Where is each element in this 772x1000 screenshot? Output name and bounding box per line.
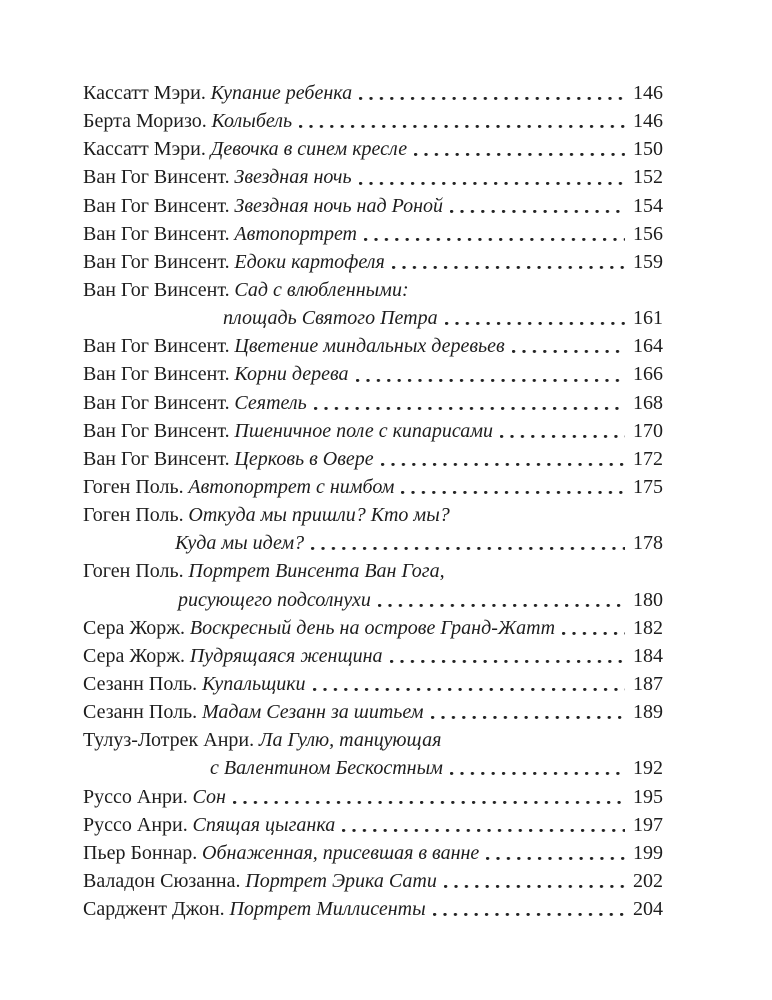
toc-entry-line xyxy=(83,360,663,388)
toc-entry-line xyxy=(83,698,663,726)
toc-entry xyxy=(83,417,663,445)
work-title: Портрет Винсента Ван Гога, xyxy=(188,560,445,583)
artist-name: Сезанн Поль. xyxy=(83,701,198,724)
artist-name: Ван Гог Винсент. xyxy=(83,447,230,470)
toc-entry-line xyxy=(83,670,663,698)
artist-name: Сезанн Поль. xyxy=(83,672,198,695)
artist-name: Гоген Поль. xyxy=(83,475,184,498)
dot-leader xyxy=(450,754,625,782)
dot-leader xyxy=(401,473,625,501)
toc-entry-line xyxy=(83,163,663,191)
work-title: Портрет Миллисенты xyxy=(229,898,426,921)
dot-leader xyxy=(500,417,625,445)
artist-name: Пьер Боннар. xyxy=(83,841,198,864)
work-title: Автопортрет xyxy=(234,222,357,245)
toc-entry xyxy=(83,276,663,332)
work-title-continued: рисующего подсолнухи xyxy=(178,588,371,611)
page-number: 178 xyxy=(633,532,663,555)
toc-entry-line xyxy=(83,276,663,304)
work-title: Откуда мы пришли? Кто мы? xyxy=(188,504,450,527)
artist-name: Кассатт Мэри. xyxy=(83,82,206,104)
toc-entry-line xyxy=(83,811,663,839)
dot-leader xyxy=(314,389,625,417)
toc-entry xyxy=(83,389,663,417)
artist-name: Сарджент Джон. xyxy=(83,898,225,921)
page-number: 182 xyxy=(633,616,663,639)
toc-entry xyxy=(83,248,663,276)
toc-entry xyxy=(83,135,663,163)
work-title: Пшеничное поле с кипарисами xyxy=(234,419,494,442)
work-title: Спящая цыганка xyxy=(192,813,336,836)
work-title: Обнаженная, присевшая в ванне xyxy=(202,841,480,864)
toc-entry xyxy=(83,473,663,501)
work-title: Звездная ночь над Роной xyxy=(234,194,443,217)
page-number: 187 xyxy=(633,672,663,695)
page-number: 159 xyxy=(633,250,663,273)
toc-entry-continuation xyxy=(83,304,663,332)
toc-entry xyxy=(83,107,663,135)
work-title: Пудрящаяся женщина xyxy=(189,644,383,667)
work-title: Купание ребенка xyxy=(210,82,353,104)
page-number: 152 xyxy=(633,166,663,189)
page-number: 195 xyxy=(633,785,663,808)
toc-entry xyxy=(83,501,663,557)
continuation-indent xyxy=(83,323,223,324)
work-title: Колыбель xyxy=(211,110,293,133)
toc-entry xyxy=(83,360,663,388)
toc-entry-line xyxy=(83,192,663,220)
toc-entry xyxy=(83,445,663,473)
toc-entry-line xyxy=(83,107,663,135)
toc-entry-line xyxy=(83,557,663,585)
work-title: Воскресный день на острове Гранд-Жатт xyxy=(189,616,556,639)
dot-leader xyxy=(562,614,625,642)
artist-name: Сера Жорж. xyxy=(83,644,186,667)
dot-leader xyxy=(414,135,625,163)
toc-entry-line xyxy=(83,389,663,417)
page-number: 184 xyxy=(633,644,663,667)
toc-entry xyxy=(83,79,663,107)
toc-entry-line xyxy=(83,867,663,895)
work-title: Сон xyxy=(192,785,226,808)
toc-entry-line xyxy=(83,839,663,867)
toc-entry-line xyxy=(83,135,663,163)
artist-name: Руссо Анри. xyxy=(83,813,188,836)
artist-name: Ван Гог Винсент. xyxy=(83,166,230,189)
dot-leader xyxy=(444,867,625,895)
toc-entry xyxy=(83,811,663,839)
dot-leader xyxy=(233,783,625,811)
toc-entry-line xyxy=(83,220,663,248)
toc-entry-line xyxy=(83,783,663,811)
toc-entry xyxy=(83,726,663,782)
dot-leader xyxy=(450,192,625,220)
toc-entry-continuation xyxy=(83,754,663,782)
work-title: Сеятель xyxy=(234,391,307,414)
work-title: Ла Гулю, танцующая xyxy=(258,729,442,752)
dot-leader xyxy=(378,586,625,614)
dot-leader xyxy=(512,332,625,360)
artist-name: Кассатт Мэри. xyxy=(83,138,206,161)
artist-name: Руссо Анри. xyxy=(83,785,188,808)
toc-entry-line xyxy=(83,895,663,923)
work-title-continued: с Валентином Бескостным xyxy=(210,757,443,780)
page-number: 189 xyxy=(633,701,663,724)
page-number: 197 xyxy=(633,813,663,836)
artist-name: Ван Гог Винсент. xyxy=(83,391,230,414)
dot-leader xyxy=(433,895,625,923)
toc-entry xyxy=(83,163,663,191)
toc-entry-line xyxy=(83,726,663,754)
page-number: 180 xyxy=(633,588,663,611)
continuation-indent xyxy=(83,773,210,774)
artist-name: Гоген Поль. xyxy=(83,504,184,527)
toc-entry-continuation xyxy=(83,529,663,557)
page-number: 156 xyxy=(633,222,663,245)
toc-entry-line xyxy=(83,501,663,529)
work-title: Цветение миндальных деревьев xyxy=(234,335,505,358)
artist-name: Ван Гог Винсент. xyxy=(83,335,230,358)
page-number: 170 xyxy=(633,419,663,442)
toc-entry xyxy=(83,614,663,642)
dot-leader xyxy=(313,670,625,698)
artist-name: Ван Гог Винсент. xyxy=(83,222,230,245)
work-title: Церковь в Овере xyxy=(234,447,374,470)
artist-name: Гоген Поль. xyxy=(83,560,184,583)
work-title: Корни дерева xyxy=(234,363,349,386)
page-number: 166 xyxy=(633,363,663,386)
page-number: 204 xyxy=(633,898,663,921)
dot-leader xyxy=(390,642,626,670)
artist-name: Тулуз-Лотрек Анри. xyxy=(83,729,255,752)
artist-name: Валадон Сюзанна. xyxy=(83,869,241,892)
toc-entry xyxy=(83,557,663,613)
work-title: Мадам Сезанн за шитьем xyxy=(201,701,424,724)
dot-leader xyxy=(431,698,625,726)
toc-entry xyxy=(83,895,663,923)
artist-name: Ван Гог Винсент. xyxy=(83,419,230,442)
page-number: 146 xyxy=(633,82,663,104)
toc-entry xyxy=(83,867,663,895)
toc-entry xyxy=(83,642,663,670)
continuation-indent xyxy=(83,605,178,606)
dot-leader xyxy=(359,79,625,107)
toc-entry xyxy=(83,698,663,726)
page-number: 199 xyxy=(633,841,663,864)
page-number: 172 xyxy=(633,447,663,470)
dot-leader xyxy=(299,107,625,135)
toc-entry-line xyxy=(83,248,663,276)
page-number: 168 xyxy=(633,391,663,414)
page-number: 175 xyxy=(633,475,663,498)
page-number: 192 xyxy=(633,757,663,780)
dot-leader xyxy=(364,220,625,248)
dot-leader xyxy=(445,304,625,332)
toc-entry-line xyxy=(83,642,663,670)
toc-entry-line xyxy=(83,614,663,642)
work-title: Звездная ночь xyxy=(234,166,352,189)
dot-leader xyxy=(311,529,625,557)
dot-leader xyxy=(381,445,625,473)
toc-list xyxy=(83,79,663,923)
toc-entry-line xyxy=(83,332,663,360)
work-title-continued: Куда мы идем? xyxy=(175,532,305,555)
toc-entry-line xyxy=(83,473,663,501)
work-title: Купальщики xyxy=(201,672,306,695)
page-number: 150 xyxy=(633,138,663,161)
artist-name: Ван Гог Винсент. xyxy=(83,278,230,301)
toc-entry xyxy=(83,670,663,698)
toc-entry xyxy=(83,192,663,220)
work-title: Автопортрет с нимбом xyxy=(188,475,395,498)
toc-entry-continuation xyxy=(83,586,663,614)
dot-leader xyxy=(486,839,625,867)
work-title: Сад с влюбленными: xyxy=(234,278,409,301)
dot-leader xyxy=(359,163,625,191)
toc-entry xyxy=(83,783,663,811)
artist-name: Берта Моризо. xyxy=(83,110,207,133)
work-title: Девочка в синем кресле xyxy=(210,138,408,161)
page-number: 161 xyxy=(633,307,663,330)
work-title-continued: площадь Святого Петра xyxy=(223,307,438,330)
page-number: 146 xyxy=(633,110,663,133)
toc-entry-line xyxy=(83,417,663,445)
work-title: Едоки картофеля xyxy=(234,250,385,273)
toc-entry-line xyxy=(83,445,663,473)
continuation-indent xyxy=(83,548,175,549)
work-title: Портрет Эрика Сати xyxy=(245,869,437,892)
dot-leader xyxy=(342,811,625,839)
page-number: 154 xyxy=(633,194,663,217)
dot-leader xyxy=(356,360,625,388)
artist-name: Сера Жорж. xyxy=(83,616,186,639)
toc-entry xyxy=(83,839,663,867)
artist-name: Ван Гог Винсент. xyxy=(83,363,230,386)
toc-entry xyxy=(83,332,663,360)
page-number: 164 xyxy=(633,335,663,358)
toc-entry-line xyxy=(83,79,663,107)
page-number: 202 xyxy=(633,869,663,892)
dot-leader xyxy=(392,248,625,276)
artist-name: Ван Гог Винсент. xyxy=(83,250,230,273)
artist-name: Ван Гог Винсент. xyxy=(83,194,230,217)
toc-entry xyxy=(83,220,663,248)
